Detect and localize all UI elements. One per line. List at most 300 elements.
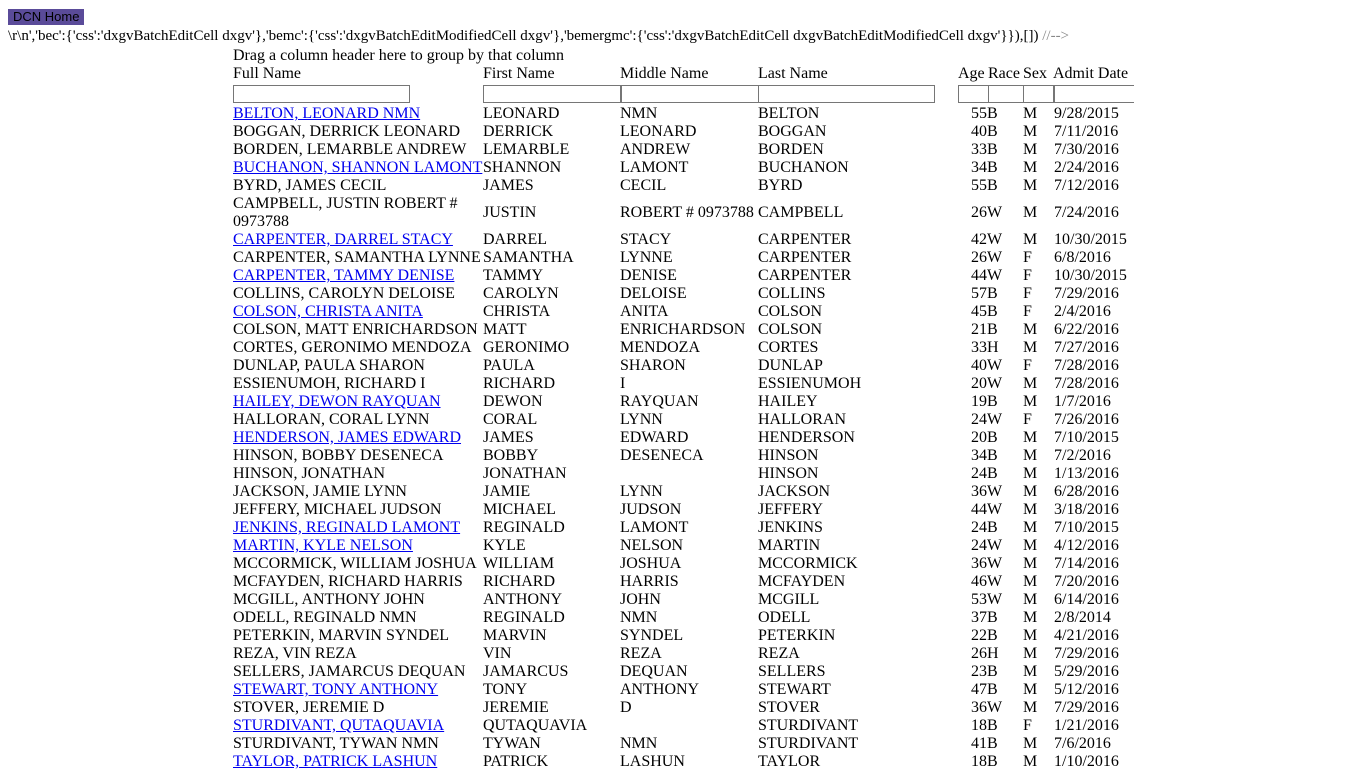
sex-cell: F [1023, 717, 1032, 734]
middle-name-cell: LAMONT [620, 519, 689, 536]
first-name-cell: JUSTIN [483, 204, 537, 221]
age-cell: 33 [971, 141, 987, 158]
inmate-name-text: STOVER, JEREMIE D [233, 699, 385, 716]
table-row [0, 177, 1366, 195]
table-row [0, 339, 1366, 357]
table-row [0, 195, 1366, 231]
column-header-admit-date[interactable]: Admit Date [1053, 65, 1129, 82]
admit-date-cell: 7/10/2015 [1054, 429, 1119, 446]
first-name-cell: REGINALD [483, 519, 565, 536]
first-name-cell: DARREL [483, 231, 547, 248]
admit-date-cell: 7/29/2016 [1054, 285, 1119, 302]
full-name-cell [233, 393, 483, 411]
last-name-cell: STURDIVANT [758, 735, 859, 752]
last-name-cell: STEWART [758, 681, 831, 698]
middle-name-cell: ANITA [620, 303, 669, 320]
sex-cell: M [1023, 483, 1038, 500]
middle-name-cell: DESENECA [620, 447, 704, 464]
age-cell: 44 [971, 501, 987, 518]
admit-date-cell: 1/13/2016 [1054, 465, 1119, 482]
age-cell: 34 [971, 159, 987, 176]
table-row [0, 141, 1366, 159]
race-cell: B [987, 609, 998, 626]
middle-name-cell: DEQUAN [620, 663, 688, 680]
race-cell: W [987, 555, 1003, 572]
middle-name-cell: NELSON [620, 537, 684, 554]
table-row [0, 429, 1366, 447]
admit-date-cell: 7/24/2016 [1054, 204, 1119, 221]
race-cell: B [987, 753, 998, 770]
full-name-filter-input[interactable] [233, 85, 410, 103]
sex-cell: M [1023, 537, 1038, 554]
admit-date-cell: 6/14/2016 [1054, 591, 1119, 608]
middle-name-cell: RAYQUAN [620, 393, 699, 410]
table-row [0, 357, 1366, 375]
last-name-cell: SELLERS [758, 663, 826, 680]
race-cell: H [987, 645, 999, 662]
sex-cell: M [1023, 447, 1038, 464]
race-cell: W [987, 573, 1003, 590]
admit-date-cell: 6/8/2016 [1054, 249, 1111, 266]
first-name-cell: MATT [483, 321, 527, 338]
race-cell: B [987, 393, 998, 410]
full-name-cell [233, 141, 483, 159]
sex-cell: F [1023, 411, 1032, 428]
inmate-name-link[interactable]: CARPENTER, DARREL STACY [233, 231, 453, 248]
leaked-script-code: \r\n','bec':{'css':'dxgvBatchEditCell dxgv'},'bemc':{'css':'dxgvBatchEditModifiedCell dxgv'},'bemergmc':{'css':'dxgvBatchEditCell dxgvBatchEditModifiedCell dxgv'}}),[]) [8, 28, 1039, 44]
column-header-full-name[interactable]: Full Name [233, 65, 301, 82]
age-cell: 19 [971, 393, 987, 410]
first-name-cell: JAMES [483, 429, 534, 446]
first-name-cell: CORAL [483, 411, 538, 428]
first-name-cell: JONATHAN [483, 465, 567, 482]
last-name-cell: CARPENTER [758, 267, 852, 284]
admit-date-filter-input[interactable] [1054, 85, 1134, 103]
table-row [0, 267, 1366, 285]
last-name-cell: BELTON [758, 105, 820, 122]
inmate-name-text: JEFFERY, MICHAEL JUDSON [233, 501, 442, 518]
first-name-cell: JAMARCUS [483, 663, 569, 680]
race-cell: B [987, 159, 998, 176]
middle-name-cell: LYNN [620, 411, 663, 428]
sex-cell: M [1023, 375, 1038, 392]
last-name-cell: CARPENTER [758, 249, 852, 266]
middle-name-cell: HARRIS [620, 573, 679, 590]
middle-name-cell: LYNN [620, 483, 663, 500]
table-row [0, 555, 1366, 573]
column-header-first-name[interactable]: First Name [483, 65, 555, 82]
age-cell: 40 [971, 357, 987, 374]
race-cell: B [987, 429, 998, 446]
sex-cell: M [1023, 339, 1038, 356]
age-cell: 20 [971, 429, 987, 446]
table-row [0, 717, 1366, 735]
dcn-home-button[interactable]: DCN Home [8, 9, 84, 25]
last-name-cell: HALLORAN [758, 411, 846, 428]
sex-cell: M [1023, 465, 1038, 482]
table-row [0, 465, 1366, 483]
age-cell: 34 [971, 447, 987, 464]
sex-cell: M [1023, 105, 1038, 122]
last-name-cell: TAYLOR [758, 753, 821, 770]
race-cell: W [987, 537, 1003, 554]
admit-date-cell: 9/28/2015 [1054, 105, 1119, 122]
last-name-filter-input[interactable] [758, 85, 935, 103]
sex-cell: M [1023, 393, 1038, 410]
last-name-cell: COLLINS [758, 285, 826, 302]
first-name-cell: TONY [483, 681, 528, 698]
last-name-cell: MCFAYDEN [758, 573, 846, 590]
race-filter-input[interactable] [988, 85, 1024, 103]
admit-date-cell: 7/14/2016 [1054, 555, 1119, 572]
middle-name-cell: NMN [620, 105, 658, 122]
first-name-cell: JAMIE [483, 483, 531, 500]
table-row [0, 645, 1366, 663]
race-cell: B [987, 735, 998, 752]
middle-name-filter-input[interactable] [621, 85, 759, 103]
inmate-name-text: COLLINS, CAROLYN DELOISE [233, 285, 455, 302]
first-name-cell: WILLIAM [483, 555, 555, 572]
first-name-cell: GERONIMO [483, 339, 570, 356]
sex-cell: M [1023, 753, 1038, 770]
race-cell: W [987, 483, 1003, 500]
sex-cell: M [1023, 123, 1038, 140]
table-row [0, 159, 1366, 177]
inmate-name-link[interactable]: TAYLOR, PATRICK LASHUN [233, 753, 438, 770]
inmate-name-link[interactable]: HAILEY, DEWON RAYQUAN [233, 393, 441, 410]
full-name-cell [233, 123, 483, 141]
middle-name-cell: MENDOZA [620, 339, 700, 356]
age-cell: 24 [971, 519, 987, 536]
age-cell: 26 [971, 249, 987, 266]
table-row [0, 609, 1366, 627]
column-header-last-name[interactable]: Last Name [758, 65, 828, 82]
first-name-cell: CAROLYN [483, 285, 559, 302]
middle-name-cell: D [620, 699, 632, 716]
inmate-name-text: CAMPBELL, JUSTIN ROBERT # 0973788 [233, 195, 458, 230]
last-name-cell: BOGGAN [758, 123, 827, 140]
race-cell: W [987, 249, 1003, 266]
first-name-cell: SAMANTHA [483, 249, 574, 266]
admit-date-cell: 7/28/2016 [1054, 357, 1119, 374]
first-name-cell: DEWON [483, 393, 543, 410]
full-name-cell [233, 501, 483, 519]
admit-date-cell: 10/30/2015 [1054, 231, 1127, 248]
middle-name-cell: CECIL [620, 177, 667, 194]
full-name-cell [233, 303, 483, 321]
column-header-sex[interactable]: Sex [1023, 65, 1047, 82]
inmate-name-text: CORTES, GERONIMO MENDOZA [233, 339, 472, 356]
inmate-name-text: REZA, VIN REZA [233, 645, 357, 662]
age-cell: 26 [971, 204, 987, 221]
admit-date-cell: 7/11/2016 [1054, 123, 1119, 140]
race-cell: B [987, 177, 998, 194]
inmate-name-text: CARPENTER, SAMANTHA LYNNE [233, 249, 481, 266]
first-name-cell: VIN [483, 645, 512, 662]
first-name-cell: PAULA [483, 357, 535, 374]
full-name-cell [233, 177, 483, 195]
first-name-cell: SHANNON [483, 159, 562, 176]
table-row [0, 501, 1366, 519]
admit-date-cell: 6/22/2016 [1054, 321, 1119, 338]
first-name-cell: JEREMIE [483, 699, 549, 716]
inmate-name-text: MCCORMICK, WILLIAM JOSHUA [233, 555, 477, 572]
inmate-name-text: STURDIVANT, TYWAN NMN [233, 735, 439, 752]
sex-filter-input[interactable] [1023, 85, 1054, 103]
table-row [0, 285, 1366, 303]
full-name-cell [233, 573, 483, 591]
full-name-cell [233, 339, 483, 357]
first-name-cell: BOBBY [483, 447, 539, 464]
sex-cell: F [1023, 267, 1032, 284]
full-name-cell [233, 717, 483, 735]
admit-date-cell: 4/12/2016 [1054, 537, 1119, 554]
table-row [0, 231, 1366, 249]
race-cell: B [987, 681, 998, 698]
last-name-cell: STURDIVANT [758, 717, 859, 734]
race-cell: W [987, 501, 1003, 518]
age-cell: 55 [971, 105, 987, 122]
last-name-cell: REZA [758, 645, 800, 662]
first-name-filter-input[interactable] [483, 85, 621, 103]
race-cell: W [987, 357, 1003, 374]
table-row [0, 105, 1366, 123]
race-cell: B [987, 465, 998, 482]
full-name-cell [233, 537, 483, 555]
first-name-cell: DERRICK [483, 123, 554, 140]
table-row [0, 735, 1366, 753]
inmate-name-text: BYRD, JAMES CECIL [233, 177, 387, 194]
sex-cell: F [1023, 285, 1032, 302]
middle-name-cell: DENISE [620, 267, 677, 284]
inmate-name-text: DUNLAP, PAULA SHARON [233, 357, 425, 374]
table-row [0, 699, 1366, 717]
last-name-cell: CAMPBELL [758, 204, 844, 221]
last-name-cell: ODELL [758, 609, 811, 626]
admit-date-cell: 7/27/2016 [1054, 339, 1119, 356]
admit-date-cell: 5/12/2016 [1054, 681, 1119, 698]
table-row [0, 519, 1366, 537]
middle-name-cell: LASHUN [620, 753, 685, 770]
last-name-cell: JACKSON [758, 483, 831, 500]
admit-date-cell: 3/18/2016 [1054, 501, 1119, 518]
last-name-cell: STOVER [758, 699, 820, 716]
middle-name-cell: ENRICHARDSON [620, 321, 746, 338]
middle-name-cell: JUDSON [620, 501, 682, 518]
table-row [0, 591, 1366, 609]
middle-name-cell: JOHN [620, 591, 661, 608]
last-name-cell: HINSON [758, 465, 819, 482]
admit-date-cell: 7/30/2016 [1054, 141, 1119, 158]
full-name-cell [233, 357, 483, 375]
race-cell: W [987, 204, 1003, 221]
full-name-cell [233, 645, 483, 663]
admit-date-cell: 5/29/2016 [1054, 663, 1119, 680]
table-row [0, 753, 1366, 771]
inmate-name-link[interactable]: HENDERSON, JAMES EDWARD [233, 429, 462, 446]
inmate-name-link[interactable]: COLSON, CHRISTA ANITA [233, 303, 423, 320]
table-row [0, 249, 1366, 267]
age-cell: 36 [971, 555, 987, 572]
leaked-script-text [8, 27, 1069, 45]
last-name-cell: CARPENTER [758, 231, 852, 248]
sex-cell: M [1023, 699, 1038, 716]
race-cell: B [987, 447, 998, 464]
table-row [0, 627, 1366, 645]
table-row [0, 303, 1366, 321]
sex-cell: F [1023, 249, 1032, 266]
inmate-name-text: MCGILL, ANTHONY JOHN [233, 591, 425, 608]
race-cell: B [987, 285, 998, 302]
age-cell: 21 [971, 321, 987, 338]
inmate-name-link[interactable]: BELTON, LEONARD NMN [233, 105, 421, 122]
full-name-cell [233, 591, 483, 609]
middle-name-cell: REZA [620, 645, 662, 662]
sex-cell: F [1023, 357, 1032, 374]
inmate-name-link[interactable]: STURDIVANT, QUTAQUAVIA [233, 717, 445, 734]
last-name-cell: COLSON [758, 303, 823, 320]
race-cell: B [987, 141, 998, 158]
last-name-cell: BORDEN [758, 141, 824, 158]
age-cell: 53 [971, 591, 987, 608]
race-cell: W [987, 699, 1003, 716]
inmate-name-link[interactable]: STEWART, TONY ANTHONY [233, 681, 439, 698]
middle-name-cell: SYNDEL [620, 627, 684, 644]
age-cell: 24 [971, 465, 987, 482]
inmate-name-text: BORDEN, LEMARBLE ANDREW [233, 141, 467, 158]
age-cell: 42 [971, 231, 987, 248]
leaked-script-comment-end: //--> [1038, 28, 1070, 44]
first-name-cell: LEMARBLE [483, 141, 570, 158]
inmate-name-link[interactable]: MARTIN, KYLE NELSON [233, 537, 413, 554]
last-name-cell: COLSON [758, 321, 823, 338]
middle-name-cell: NMN [620, 609, 658, 626]
age-cell: 24 [971, 411, 987, 428]
last-name-cell: MCCORMICK [758, 555, 858, 572]
last-name-cell: CORTES [758, 339, 819, 356]
full-name-cell [233, 699, 483, 717]
last-name-cell: HINSON [758, 447, 819, 464]
middle-name-cell: LEONARD [620, 123, 697, 140]
last-name-cell: JENKINS [758, 519, 823, 536]
age-cell: 36 [971, 699, 987, 716]
middle-name-cell: ROBERT # 0973788 [620, 204, 754, 221]
age-cell: 55 [971, 177, 987, 194]
inmate-name-link[interactable]: BUCHANON, SHANNON LAMONT [233, 159, 483, 176]
admit-date-cell: 7/28/2016 [1054, 375, 1119, 392]
inmate-name-text: MCFAYDEN, RICHARD HARRIS [233, 573, 463, 590]
sex-cell: M [1023, 663, 1038, 680]
admit-date-cell: 4/21/2016 [1054, 627, 1119, 644]
inmate-name-link[interactable]: CARPENTER, TAMMY DENISE [233, 267, 455, 284]
admit-date-cell: 6/28/2016 [1054, 483, 1119, 500]
inmate-name-text: HINSON, JONATHAN [233, 465, 385, 482]
sex-cell: M [1023, 591, 1038, 608]
table-row [0, 375, 1366, 393]
race-cell: B [987, 519, 998, 536]
sex-cell: M [1023, 429, 1038, 446]
group-panel[interactable]: Drag a column header here to group by that column [233, 47, 564, 64]
table-row [0, 483, 1366, 501]
first-name-cell: QUTAQUAVIA [483, 717, 588, 734]
full-name-cell [233, 663, 483, 681]
middle-name-cell: NMN [620, 735, 658, 752]
admit-date-cell: 1/21/2016 [1054, 717, 1119, 734]
race-cell: W [987, 267, 1003, 284]
race-cell: B [987, 627, 998, 644]
middle-name-cell: I [620, 375, 626, 392]
admit-date-cell: 7/2/2016 [1054, 447, 1111, 464]
column-header-race[interactable]: Race [988, 65, 1020, 82]
last-name-cell: DUNLAP [758, 357, 823, 374]
age-cell: 40 [971, 123, 987, 140]
age-cell: 33 [971, 339, 987, 356]
inmate-name-text: ESSIENUMOH, RICHARD I [233, 375, 426, 392]
full-name-cell [233, 627, 483, 645]
middle-name-cell: ANTHONY [620, 681, 700, 698]
admit-date-cell: 7/20/2016 [1054, 573, 1119, 590]
first-name-cell: PATRICK [483, 753, 549, 770]
sex-cell: M [1023, 177, 1038, 194]
table-row [0, 123, 1366, 141]
last-name-cell: PETERKIN [758, 627, 836, 644]
first-name-cell: RICHARD [483, 375, 556, 392]
full-name-cell [233, 321, 483, 339]
full-name-cell [233, 375, 483, 393]
first-name-cell: ANTHONY [483, 591, 563, 608]
full-name-cell [233, 483, 483, 501]
last-name-cell: HAILEY [758, 393, 818, 410]
first-name-cell: KYLE [483, 537, 526, 554]
first-name-cell: TYWAN [483, 735, 541, 752]
full-name-cell [233, 285, 483, 303]
full-name-cell [233, 429, 483, 447]
last-name-cell: BUCHANON [758, 159, 849, 176]
age-cell: 18 [971, 717, 987, 734]
full-name-cell [233, 195, 483, 231]
full-name-cell [233, 159, 483, 177]
admit-date-cell: 7/29/2016 [1054, 645, 1119, 662]
age-cell: 36 [971, 483, 987, 500]
data-grid-body [0, 105, 1366, 771]
full-name-cell [233, 465, 483, 483]
column-header-age[interactable]: Age [958, 65, 985, 82]
first-name-cell: REGINALD [483, 609, 565, 626]
full-name-cell [233, 681, 483, 699]
age-filter-input[interactable] [958, 85, 989, 103]
middle-name-cell: STACY [620, 231, 672, 248]
table-row [0, 681, 1366, 699]
age-cell: 22 [971, 627, 987, 644]
race-cell: H [987, 339, 999, 356]
admit-date-cell: 2/8/2014 [1054, 609, 1111, 626]
inmate-name-link[interactable]: JENKINS, REGINALD LAMONT [233, 519, 461, 536]
admit-date-cell: 1/7/2016 [1054, 393, 1111, 410]
admit-date-cell: 7/12/2016 [1054, 177, 1119, 194]
inmate-name-text: JACKSON, JAMIE LYNN [233, 483, 407, 500]
age-cell: 47 [971, 681, 987, 698]
admit-date-cell: 10/30/2015 [1054, 267, 1127, 284]
full-name-cell [233, 519, 483, 537]
inmate-name-text: ODELL, REGINALD NMN [233, 609, 417, 626]
column-header-middle-name[interactable]: Middle Name [620, 65, 709, 82]
sex-cell: M [1023, 627, 1038, 644]
age-cell: 23 [971, 663, 987, 680]
age-cell: 37 [971, 609, 987, 626]
middle-name-cell: LYNNE [620, 249, 673, 266]
sex-cell: M [1023, 159, 1038, 176]
admit-date-cell: 7/29/2016 [1054, 699, 1119, 716]
